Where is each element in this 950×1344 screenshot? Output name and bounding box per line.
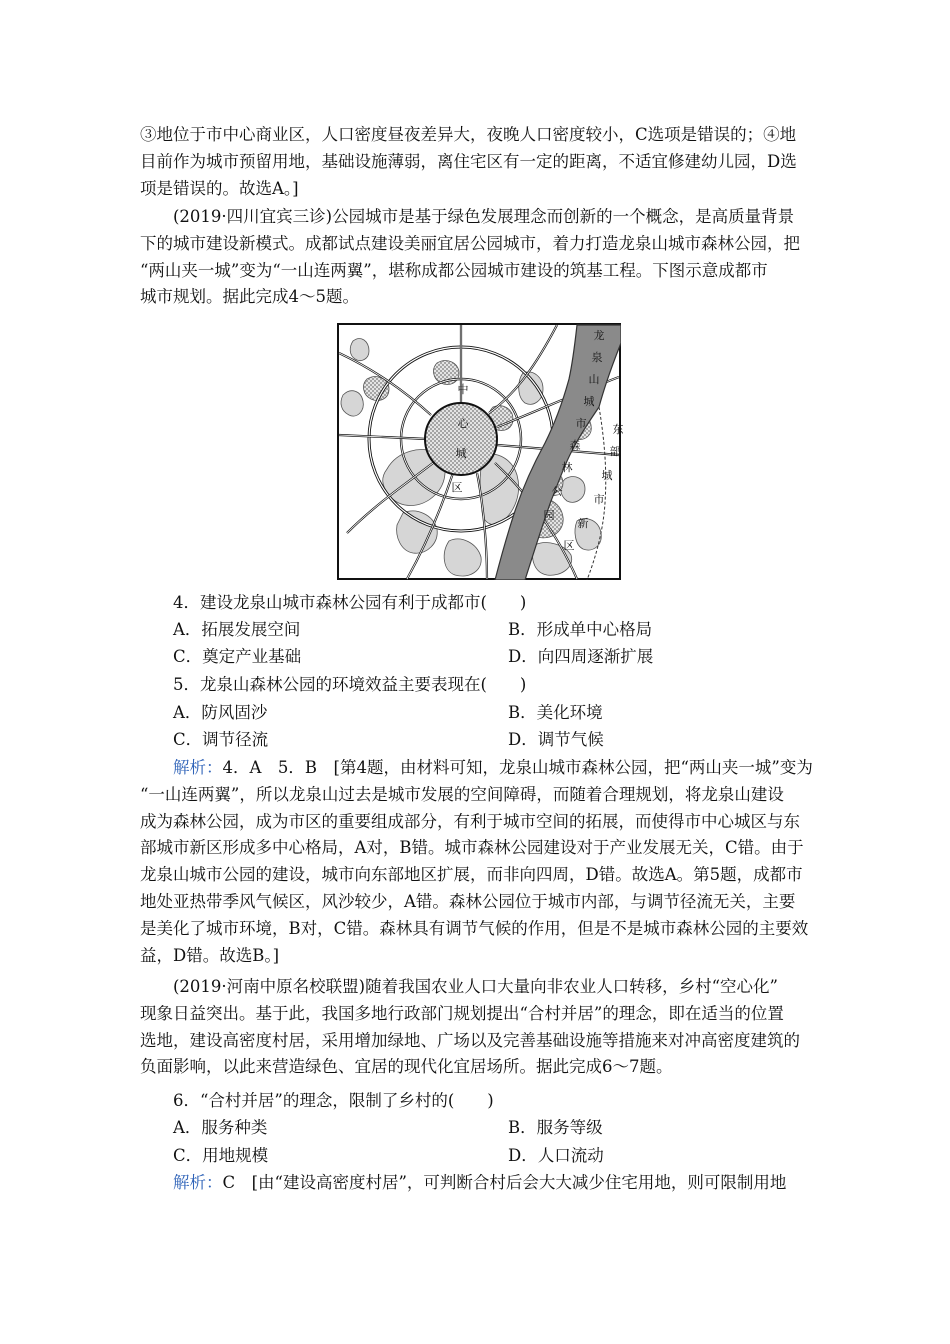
- map-label: 园: [543, 509, 555, 522]
- map-label: 山: [588, 373, 600, 386]
- text-line: ③地位于市中心商业区，人口密度昼夜差异大，夜晚人口密度较小，C选项是错误的；④地: [140, 125, 797, 144]
- central-city-district: [425, 403, 497, 475]
- prev-explanation: [140, 122, 820, 202]
- text-line: 选地，建设高密度村居，采用增加绿地、广场以及完善基础设施等措施来对冲高密度建筑的: [140, 1030, 800, 1050]
- question-5-option-b: B．美化环境: [508, 703, 603, 722]
- map-label: 泉: [591, 351, 603, 364]
- question-5-stem: 5．龙泉山森林公园的环境效益主要表现在( ): [173, 675, 527, 694]
- material-paragraph-2: [140, 974, 820, 1081]
- text-line: 下的城市建设新模式。成都试点建设美丽宜居公园城市，着力打造龙泉山城市森林公园，把: [140, 233, 800, 253]
- question-6-option-a: A．服务种类: [173, 1118, 268, 1137]
- question-6-stem: 6．“合村并居”的理念，限制了乡村的( ): [173, 1091, 494, 1110]
- chengdu-planning-map: [337, 323, 624, 580]
- text-line: “一山连两翼”，所以龙泉山过去是城市发展的空间障碍，而随着合理规划，将龙泉山建设: [140, 784, 784, 804]
- map-label: 新: [577, 517, 589, 530]
- map-label: 区: [563, 539, 575, 552]
- map-label: 区: [451, 481, 463, 494]
- map-label: 中: [457, 383, 469, 396]
- question-5-option-d: D．调节气候: [508, 730, 604, 749]
- map-label: 市: [575, 417, 587, 430]
- question-6-option-d: D．人口流动: [508, 1146, 604, 1165]
- map-label: 东: [612, 423, 624, 436]
- map-label: 龙: [593, 329, 605, 342]
- map-label: 城: [455, 447, 467, 460]
- text-line: 成为森林公园，成为市区的重要组成部分，有利于城市空间的拓展，而使得市中心城区与东: [140, 811, 800, 831]
- text-line: 负面影响，以此来营造绿色、宜居的现代化宜居场所。据此完成6～7题。: [140, 1057, 673, 1077]
- map-label: 森: [569, 439, 581, 452]
- text-line: 现象日益突出。基于此，我国多地行政部门规划提出“合村并居”的理念，即在适当的位置: [140, 1003, 784, 1023]
- text-line: “两山夹一城”变为“一山连两翼”，堪称成都公园城市建设的筑基工程。下图示意成都市: [140, 260, 768, 280]
- explanation-tag: 解析：: [173, 758, 223, 777]
- question-5-option-a: A．防风固沙: [173, 703, 268, 722]
- explanation-tag: 解析：: [173, 1173, 223, 1192]
- text-line: (2019·河南中原名校联盟)随着我国农业人口大量向非农业人口转移，乡村“空心化”: [173, 977, 778, 996]
- explanation-6: 解析：C [由“建设高密度村居”，可判断合村后会大大减少住宅用地，则可限制用地: [173, 1173, 787, 1192]
- map-label: 心: [457, 417, 469, 430]
- map-label: 公: [551, 485, 563, 498]
- text-line: 项是错误的。故选A。]: [140, 178, 299, 198]
- question-4-stem: 4．建设龙泉山城市森林公园有利于成都市( ): [173, 593, 527, 612]
- map-label: 林: [561, 461, 573, 474]
- question-6-option-b: B．服务等级: [508, 1118, 603, 1137]
- map-label: 部: [609, 445, 621, 458]
- map-label: 城: [583, 395, 595, 408]
- text-line: 益，D错。故选B。]: [140, 945, 280, 965]
- question-5-option-c: C．调节径流: [173, 730, 269, 749]
- text-line: 是美化了城市环境，B对，C错。森林具有调节气候的作用，但是不是城市森林公园的主要效: [140, 918, 809, 938]
- question-4-option-a: A．拓展发展空间: [173, 620, 301, 639]
- text-line: 目前作为城市预留用地，基础设施薄弱，离住宅区有一定的距离，不适宜修建幼儿园，D选: [140, 151, 797, 171]
- question-4-option-c: C．奠定产业基础: [173, 647, 302, 666]
- text-line: 龙泉山城市公园的建设，城市向东部地区扩展，而非向四周，D错。故选A。第5题，成都市: [140, 865, 803, 885]
- map-label: 市: [593, 493, 605, 506]
- explanation-4-5: [140, 755, 820, 969]
- text-line: 城市规划。据此完成4～5题。: [140, 287, 359, 307]
- material-paragraph-1: [140, 204, 820, 311]
- question-4-option-b: B．形成单中心格局: [508, 620, 653, 639]
- question-6-option-c: C．用地规模: [173, 1146, 269, 1165]
- text-line: 地处亚热带季风气候区，风沙较少，A错。森林公园位于城市内部，与调节径流无关，主要: [140, 891, 796, 911]
- text-line: 解析：4．A 5．B [第4题，由材料可知，龙泉山城市森林公园，把“两山夹一城”变为: [173, 758, 813, 777]
- map-label: 城: [601, 469, 613, 482]
- text-line: 部城市新区形成多中心格局，A对，B错。城市森林公园建设对于产业发展无关，C错。由于: [140, 838, 804, 858]
- question-4-option-d: D．向四周逐渐扩展: [508, 647, 654, 666]
- text-line: (2019·四川宜宾三诊)公园城市是基于绿色发展理念而创新的一个概念，是高质量背景: [173, 207, 795, 226]
